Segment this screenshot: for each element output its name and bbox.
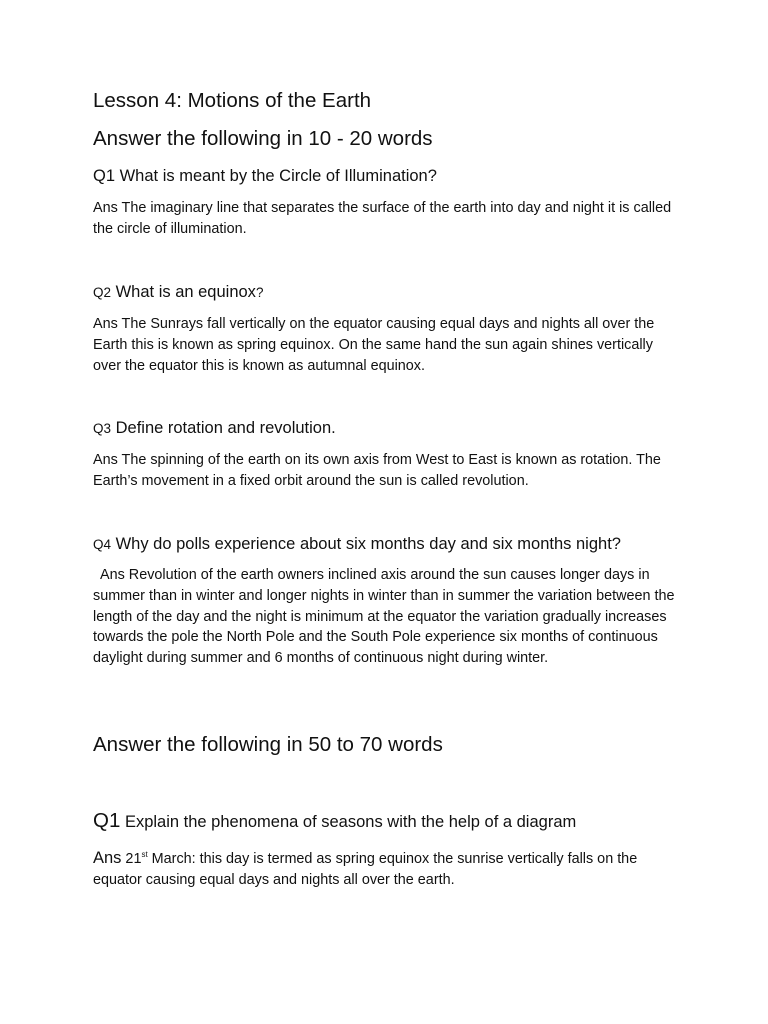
section-heading-short-answers: Answer the following in 10 - 20 words xyxy=(93,127,433,150)
long-answer-1-label: Ans xyxy=(93,849,122,867)
long-answer-1-date: 21 xyxy=(121,851,142,867)
answer-4: Ans Revolution of the earth owners inclined axis around the sun causes longer days in summer than in winter and longer nights in winter than in summer the variation between the length of the day and the night is minimum at the equator the variation gradually increases towards the pole the North Pole and the South Pole experience six months of continuous daylight during summer and 6 months of continuous night during winter. xyxy=(93,567,675,667)
answer-2: Ans The Sunrays fall vertically on the equator causing equal days and nights all over the Earth this is known as spring equinox. On the same hand the sun again shines vertically over the equator this is known as autumnal equinox. xyxy=(93,316,655,374)
long-question-1 xyxy=(93,810,683,833)
question-4-label: Q4 xyxy=(93,537,112,552)
question-4-text: Why do polls experience about six months day and six months night? xyxy=(111,535,621,553)
question-2-mark: ? xyxy=(255,285,264,300)
section-heading-long-answers: Answer the following in 50 to 70 words xyxy=(93,733,443,756)
answer-1: Ans The imaginary line that separates the surface of the earth into day and night it is called the circle of illumination. xyxy=(93,200,672,237)
question-1 xyxy=(93,165,683,187)
question-2-text: What is an equinox xyxy=(111,283,256,301)
lesson-title: Lesson 4: Motions of the Earth xyxy=(93,89,372,112)
question-3 xyxy=(93,417,683,440)
long-answer-1 xyxy=(93,848,683,891)
question-4 xyxy=(93,533,683,556)
answer-3: Ans The spinning of the earth on its own axis from West to East is known as rotation. The Earth’s movement in a fixed orbit around the sun is called revolution. xyxy=(93,452,661,489)
question-3-label: Q3 xyxy=(93,421,112,436)
long-question-1-label: Q1 xyxy=(93,809,121,832)
long-answer-1-text: March: this day is termed as spring equinox the sunrise vertically falls on the equator causing equal days and nights all over the earth. xyxy=(93,851,638,888)
long-answer-1-date-suffix: st xyxy=(141,850,148,859)
question-1-label: Q1 xyxy=(93,167,116,185)
question-1-text: What is meant by the Circle of Illumination? xyxy=(115,167,437,185)
question-2-label: Q2 xyxy=(93,285,112,300)
long-question-1-text: Explain the phenomena of seasons with the help of a diagram xyxy=(120,813,577,831)
question-3-text: Define rotation and revolution. xyxy=(111,419,336,437)
question-2 xyxy=(93,281,683,304)
